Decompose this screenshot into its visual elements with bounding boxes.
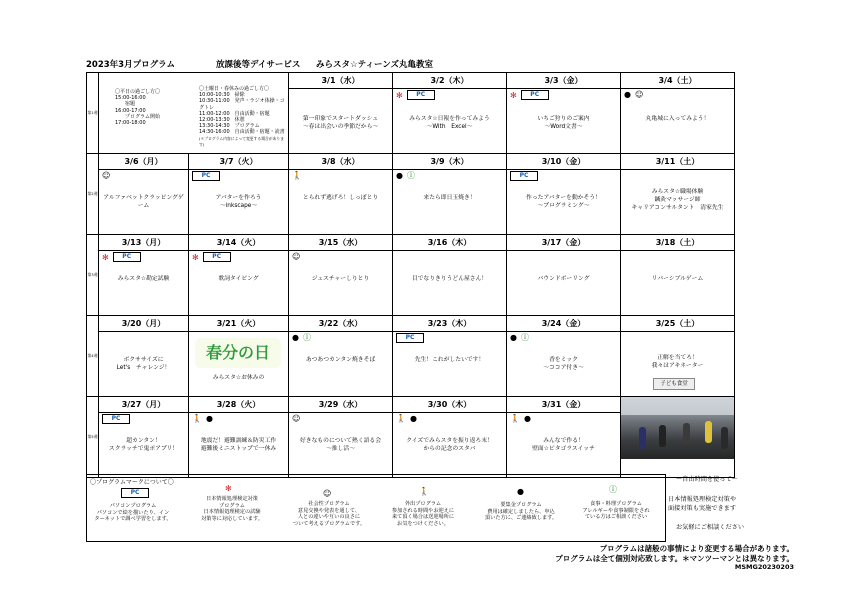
smiley-mark-icon: ☺ xyxy=(634,90,644,99)
day-cell xyxy=(393,235,507,316)
program-text: 正解を当てろ！ 我々はアキネーター xyxy=(651,355,704,369)
week-label: 第3週 xyxy=(87,235,99,316)
side-note-1: 日本情報処理検定対策や xyxy=(668,496,737,503)
pc-mark-icon: PC xyxy=(113,252,141,262)
program-text: リバーシブルゲーム xyxy=(651,276,704,282)
day-cell xyxy=(99,235,189,316)
program-text: みらスタ☆職場体験 鍼灸マッサージ師 キャリアコンサルタント 清家先生 xyxy=(631,189,724,211)
week-row xyxy=(87,235,735,316)
day-cell xyxy=(189,397,289,478)
day-cell xyxy=(621,73,735,154)
week-label: 第2週 xyxy=(87,154,99,235)
legend-fee: 要集金プログラム 費用は確定しましたら、申込 頂いた方に、ご連絡致します。 xyxy=(484,502,558,522)
day-date: 3/20（月） xyxy=(99,316,188,332)
certification-mark-icon: ✻ xyxy=(396,90,403,100)
pc-mark-icon: PC xyxy=(102,414,130,424)
program-marks xyxy=(192,414,213,423)
day-date: 3/10（金） xyxy=(507,154,620,170)
program-text: みらスタ☆お休みの xyxy=(212,375,265,381)
day-date: 3/13（月） xyxy=(99,235,188,251)
schedule-line: 宿題 xyxy=(115,101,136,108)
schedule-line: 12:00-13:30 休憩 xyxy=(199,117,245,124)
program-text: いちご狩りのご案内 〜Word文書〜 xyxy=(537,116,590,130)
program-text: みらスタ☆勘定試験 xyxy=(117,276,170,282)
schedule-line: プログラム開始 xyxy=(115,113,160,120)
side-title: 〜自由時間を使って〜 xyxy=(676,476,738,483)
walking-person-icon: 🚶 xyxy=(292,171,302,180)
program-text: アルファベットクラッピングゲーム xyxy=(103,195,184,209)
schedule-cell xyxy=(99,73,289,154)
person-figure xyxy=(721,427,728,449)
kodomo-shokudo-badge: 子ども食堂 xyxy=(653,378,695,390)
week-row xyxy=(87,397,735,478)
classroom-photo xyxy=(621,397,734,459)
legend-outing: 外出プログラム 参加される時間やお迎えに 来て頂く場合は送迎場所に お気をつけください。 xyxy=(391,501,455,527)
program-text: 目でなりきりうどん屋さん！ xyxy=(411,276,488,282)
facility-name: みらスタ☆ティーンズ丸亀教室 xyxy=(316,60,434,70)
smiley-mark-icon: ☺ xyxy=(323,489,332,498)
day-date: 3/31（金） xyxy=(507,397,620,413)
day-date: 3/17（金） xyxy=(507,235,620,251)
program-text: みらスタ☆日報を作ってみよう 〜With Excel〜 xyxy=(409,116,490,130)
certification-mark-icon: ✻ xyxy=(192,252,199,262)
day-date: 3/18（土） xyxy=(621,235,734,251)
program-marks xyxy=(292,171,302,180)
program-marks xyxy=(396,90,435,100)
week-label: 第5週 xyxy=(87,397,99,478)
program-text: 香をミック 〜ココア付き〜 xyxy=(543,357,584,371)
person-figure xyxy=(705,421,712,443)
pc-mark-icon: PC xyxy=(203,252,231,262)
day-date: 3/22（水） xyxy=(289,316,392,332)
day-date: 3/25（土） xyxy=(621,316,734,332)
day-cell xyxy=(393,397,507,478)
service-name: 放課後等デイサービス xyxy=(216,60,301,70)
smiley-mark-icon: ☺ xyxy=(292,414,301,423)
day-cell xyxy=(289,316,393,397)
schedule-line: 15:00-16:00 xyxy=(115,95,146,102)
footer-notice-1: プログラムは諸般の事情により変更する場合があります。 xyxy=(599,544,794,553)
program-text: あつあつカンタン焼きそば xyxy=(305,357,376,363)
weekday-schedule xyxy=(115,89,160,126)
certification-mark-icon: ✻ xyxy=(225,484,232,493)
day-date: 3/16（木） xyxy=(393,235,506,251)
program-marks xyxy=(192,252,231,262)
money-bag-icon: ● xyxy=(205,414,213,423)
day-cell xyxy=(621,154,735,235)
program-text: 丸亀城に入ってみよう！ xyxy=(645,116,710,122)
day-date: 3/23（木） xyxy=(393,316,506,332)
day-date: 3/29（水） xyxy=(289,397,392,413)
day-cell xyxy=(99,154,189,235)
schedule-line: (＊プログラム内容によって変更する場合があります) xyxy=(199,135,284,147)
program-text: 好きなものについて熱く語る会 〜推し活〜 xyxy=(299,438,382,452)
week-row xyxy=(87,154,735,235)
day-date: 3/3（金） xyxy=(507,73,620,89)
money-bag-icon: ● xyxy=(292,333,299,342)
schedule-line: 10:30-11:00 発声・ラジオ体操・コグトレ xyxy=(199,98,285,111)
walking-person-icon: 🚶 xyxy=(510,414,520,423)
program-text: 地震だ！避難訓練＆防災工作 避難後ミニストップで一休み xyxy=(200,438,277,452)
program-marks xyxy=(292,333,311,342)
day-cell xyxy=(393,154,507,235)
weekend-schedule xyxy=(199,86,288,148)
program-marks xyxy=(396,333,424,343)
day-date: 3/1（水） xyxy=(289,73,392,89)
program-marks xyxy=(510,171,538,181)
money-bag-icon: ● xyxy=(510,333,517,342)
program-text: みんなで作る！ 壁面☆ピタゴラスイッチ xyxy=(532,438,595,452)
day-cell xyxy=(189,235,289,316)
day-cell xyxy=(289,73,393,154)
program-text: アバターを作ろう 〜inkscape〜 xyxy=(215,195,262,209)
day-cell xyxy=(621,397,735,478)
schedule-line: 13:30-14:30 プログラム xyxy=(199,123,260,130)
program-marks xyxy=(510,90,549,100)
week-row xyxy=(87,73,735,154)
food-mark-icon: Ⓘ xyxy=(609,485,617,494)
day-cell xyxy=(393,73,507,154)
person-figure xyxy=(659,425,666,447)
program-marks xyxy=(292,252,300,261)
schedule-line: 17:00-18:00 xyxy=(115,120,146,127)
day-cell xyxy=(507,316,621,397)
schedule-line: 14:30-16:00 自由活動・宿題・読書 xyxy=(199,129,285,136)
program-marks xyxy=(192,171,220,181)
day-date: 3/6（月） xyxy=(99,154,188,170)
day-cell xyxy=(289,154,393,235)
day-cell xyxy=(189,154,289,235)
day-cell xyxy=(621,316,735,397)
pc-mark-icon: PC xyxy=(396,333,424,343)
program-marks xyxy=(510,333,529,342)
food-mark-icon: Ⓘ xyxy=(520,333,529,342)
money-bag-icon: ● xyxy=(396,171,403,180)
day-date: 3/21（火） xyxy=(189,316,288,332)
day-cell xyxy=(189,316,289,397)
day-date: 3/7（火） xyxy=(189,154,288,170)
walking-person-icon: 🚶 xyxy=(396,414,406,423)
month-title: 2023年3月プログラム xyxy=(86,60,175,70)
pc-mark-icon: PC xyxy=(121,488,149,498)
program-text: クイズでみらスタを振り返ろ末！ からの記念のスタバ xyxy=(406,438,493,452)
day-date: 3/11（土） xyxy=(621,154,734,170)
day-date: 3/8（水） xyxy=(289,154,392,170)
legend-box xyxy=(86,474,666,542)
day-cell xyxy=(289,397,393,478)
day-cell xyxy=(99,397,189,478)
program-marks xyxy=(624,90,643,99)
day-cell xyxy=(507,73,621,154)
day-cell xyxy=(289,235,393,316)
food-mark-icon: Ⓘ xyxy=(302,333,311,342)
document-code: MSMG20230203 xyxy=(734,563,794,571)
program-marks xyxy=(510,414,531,423)
program-text: 超カンタン！ スクラッチで鬼ポアプリ！ xyxy=(108,438,179,452)
program-marks xyxy=(102,414,130,424)
legend-social: 社会性プログラム 意見交換や発表を通して、 人との違いや互いの良さに ついて考えるプログラムです。 xyxy=(292,501,366,527)
smiley-mark-icon: ☺ xyxy=(292,252,301,261)
week-label: 第4週 xyxy=(87,316,99,397)
day-cell xyxy=(393,316,507,397)
program-text: ボクササイズに Let's チャレンジ！ xyxy=(116,357,171,371)
schedule-line: 16:00-17:00 xyxy=(115,107,146,114)
shunbun-banner: 春分の日 xyxy=(195,338,281,368)
day-cell xyxy=(507,154,621,235)
money-bag-icon: ● xyxy=(624,90,631,99)
program-text: ジェスチャーしりとり xyxy=(311,276,370,282)
person-figure xyxy=(639,427,646,449)
schedule-line: 10:00-10:30 掃除 xyxy=(199,92,245,99)
day-cell xyxy=(621,235,735,316)
day-cell xyxy=(99,316,189,397)
program-text: 先生！これがしたいです！ xyxy=(414,357,485,363)
side-note-4: お気軽にご相談ください xyxy=(676,524,745,531)
walking-person-icon: 🚶 xyxy=(192,414,202,423)
legend-food: 食事・料理プログラム アレルギーや食事制限をされ ている方はご相談ください xyxy=(582,501,650,521)
program-marks xyxy=(102,171,110,180)
program-text: 作ったアバターを動かそう！ 〜プログラミング〜 xyxy=(526,195,601,209)
certification-mark-icon: ✻ xyxy=(510,90,517,100)
day-date: 3/9（木） xyxy=(393,154,506,170)
money-bag-icon: ● xyxy=(517,487,524,496)
weekday-title: 〇平日の過ごし方〇 xyxy=(115,89,161,95)
person-figure xyxy=(683,423,690,445)
day-cell xyxy=(507,397,621,478)
day-date: 3/28（火） xyxy=(189,397,288,413)
day-date: 3/27（月） xyxy=(99,397,188,413)
smiley-mark-icon: ☺ xyxy=(102,171,111,180)
weekend-title: 〇土曜日・春休みの過ごし方〇 xyxy=(199,86,270,92)
footer-notice-2: プログラムは全て個別対応致します。＊マンツーマンとは異なります。 xyxy=(555,554,794,563)
legend-pc: パソコンプログラム パソコンで絵を描いたり、イン ターネットで調べ学習をします。 xyxy=(94,503,172,523)
legend-certification: 日本情報処理検定対策 プログラム 日本情報処理検定の試験 対策等に対応しています。 xyxy=(201,496,263,522)
calendar-table xyxy=(86,72,735,478)
program-text: とられず逃げろ！しっぽとり xyxy=(302,195,379,201)
schedule-line: 11:00-12:00 自由活動・宿題 xyxy=(199,110,270,117)
pc-mark-icon: PC xyxy=(192,171,220,181)
program-text: 第一印象でスタートダッシュ 〜春は出会いの季節だから〜 xyxy=(302,116,379,130)
program-marks xyxy=(292,414,300,423)
week-label: 第1週 xyxy=(87,73,99,154)
program-marks xyxy=(102,252,141,262)
legend-title: 〇プログラムマークについて〇 xyxy=(90,479,174,486)
side-note-2: 面接対策も実施できます xyxy=(668,505,737,512)
walking-person-icon: 🚶 xyxy=(419,487,429,496)
money-bag-icon: ● xyxy=(409,414,417,423)
day-date: 3/14（火） xyxy=(189,235,288,251)
money-bag-icon: ● xyxy=(523,414,531,423)
day-date: 3/24（金） xyxy=(507,316,620,332)
program-text: バウンドボーリング xyxy=(537,276,590,282)
pc-mark-icon: PC xyxy=(510,171,538,181)
day-date: 3/30（木） xyxy=(393,397,506,413)
program-marks xyxy=(396,414,417,423)
pc-mark-icon: PC xyxy=(407,90,435,100)
program-marks xyxy=(396,171,415,180)
food-mark-icon: Ⓘ xyxy=(406,171,415,180)
week-row xyxy=(87,316,735,397)
day-cell xyxy=(507,235,621,316)
day-date: 3/4（土） xyxy=(621,73,734,89)
program-text: 歌詞タイピング xyxy=(218,276,259,282)
day-date: 3/15（水） xyxy=(289,235,392,251)
photo-window xyxy=(621,397,734,415)
certification-mark-icon: ✻ xyxy=(102,252,109,262)
program-text: 来たら即日玉焼き！ xyxy=(423,195,476,201)
day-date: 3/2（木） xyxy=(393,73,506,89)
pc-mark-icon: PC xyxy=(521,90,549,100)
